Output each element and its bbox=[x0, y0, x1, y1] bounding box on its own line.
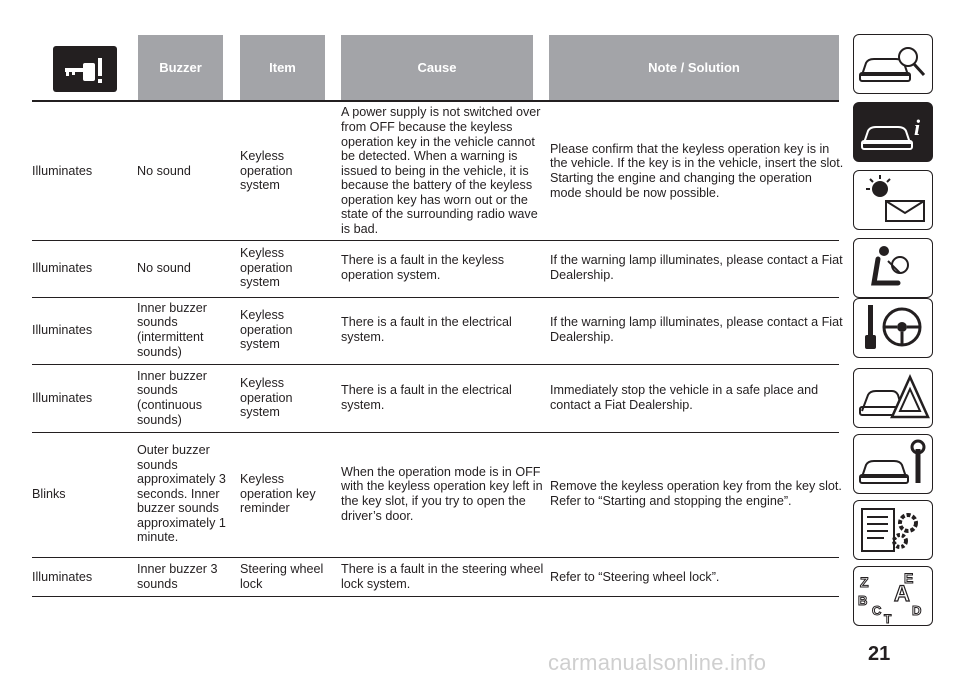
tab-safety[interactable] bbox=[853, 238, 933, 298]
car-wrench-icon bbox=[854, 435, 931, 492]
table-row bbox=[32, 104, 844, 238]
solution-cell: Immediately stop the vehicle in a safe place and contact a Fiat Dealership. bbox=[550, 383, 819, 412]
tab-maintenance[interactable] bbox=[853, 434, 933, 494]
car-info-icon bbox=[854, 103, 931, 160]
solution-cell: Remove the keyless operation key from the key slot. Refer to “Starting and stopping the engine”. bbox=[550, 479, 842, 508]
table-row bbox=[32, 559, 839, 595]
cause-cell: There is a fault in the keyless operation system. bbox=[341, 253, 505, 282]
alphabet-index-icon bbox=[854, 567, 931, 624]
item-cell: Keyless operation system bbox=[240, 376, 293, 420]
warning-cell: Illuminates bbox=[32, 569, 93, 584]
row-divider bbox=[32, 364, 839, 365]
warning-cell: Blinks bbox=[32, 486, 66, 501]
row-divider bbox=[32, 297, 839, 298]
svg-text:B: B bbox=[858, 593, 868, 608]
solution-cell: If the warning lamp illuminates, please contact a Fiat Dealership. bbox=[550, 253, 843, 282]
header-note-solution: Note / Solution bbox=[549, 35, 839, 100]
table-row bbox=[32, 434, 842, 554]
warning-cell: Illuminates bbox=[32, 260, 93, 275]
specs-gears-icon bbox=[854, 501, 931, 558]
header-item: Item bbox=[240, 35, 325, 100]
seat-airbag-icon bbox=[854, 239, 931, 296]
buzzer-cell: No sound bbox=[137, 260, 191, 275]
solution-cell: Refer to “Steering wheel lock”. bbox=[550, 569, 720, 584]
item-cell: Keyless operation system bbox=[240, 308, 293, 352]
item-cell: Steering wheel lock bbox=[240, 562, 324, 591]
tab-technical-specs[interactable] bbox=[853, 500, 933, 560]
row-divider bbox=[32, 557, 839, 558]
svg-text:E: E bbox=[904, 570, 914, 586]
cause-cell: A power supply is not switched over from OFF because the keyless operation key in the vehicle cannot be detected. When a warning is issued to being in the vehicle, it is because the battery of the keyless operation key has worn out or the state of the surrounding radio wave is bad. bbox=[341, 105, 541, 237]
tab-starting-driving[interactable] bbox=[853, 298, 933, 358]
warning-cell: Illuminates bbox=[32, 322, 93, 337]
row-divider bbox=[32, 596, 839, 597]
svg-text:i: i bbox=[914, 115, 921, 140]
warning-cell: Illuminates bbox=[32, 390, 93, 405]
item-cell: Keyless operation key reminder bbox=[240, 472, 316, 516]
table-row bbox=[32, 242, 843, 294]
watermark: carmanualsonline.info bbox=[548, 650, 767, 675]
buzzer-cell: Inner buzzer sounds (intermittent sounds) bbox=[137, 300, 208, 359]
buzzer-cell: No sound bbox=[137, 163, 191, 178]
table-row bbox=[32, 299, 843, 361]
svg-text:A: A bbox=[894, 581, 910, 606]
svg-text:C: C bbox=[872, 603, 882, 618]
tab-emergency[interactable] bbox=[853, 368, 933, 428]
item-cell: Keyless operation system bbox=[240, 246, 293, 290]
header-rule bbox=[32, 100, 839, 102]
svg-text:Z: Z bbox=[860, 574, 869, 590]
tab-car-search[interactable] bbox=[853, 34, 933, 94]
svg-text:T: T bbox=[884, 612, 892, 624]
warning-light-message-icon bbox=[854, 171, 931, 228]
key-steering-wheel-icon bbox=[854, 299, 931, 356]
tab-index[interactable] bbox=[853, 566, 933, 626]
cause-cell: There is a fault in the electrical system. bbox=[341, 383, 512, 412]
cause-cell: When the operation mode is in OFF with the keyless operation key left in the key slot, if you try to open the driver’s door. bbox=[341, 464, 543, 523]
cause-cell: There is a fault in the steering wheel lock system. bbox=[341, 562, 544, 591]
svg-text:D: D bbox=[912, 603, 922, 618]
buzzer-cell: Outer buzzer sounds approximately 3 seconds. Inner buzzer sounds approximately 1 minute. bbox=[137, 442, 226, 545]
car-emergency-triangle-icon bbox=[854, 369, 931, 426]
car-search-icon bbox=[854, 35, 931, 92]
header-cause: Cause bbox=[341, 35, 533, 100]
page-number: 21 bbox=[868, 643, 891, 665]
warning-cell: Illuminates bbox=[32, 163, 93, 178]
tab-car-info[interactable] bbox=[853, 102, 933, 162]
solution-cell: If the warning lamp illuminates, please contact a Fiat Dealership. bbox=[550, 315, 843, 344]
cause-cell: There is a fault in the electrical system. bbox=[341, 315, 512, 344]
key-warning-icon bbox=[53, 46, 117, 92]
item-cell: Keyless operation system bbox=[240, 149, 293, 193]
table-row bbox=[32, 366, 839, 430]
buzzer-cell: Inner buzzer 3 sounds bbox=[137, 562, 218, 591]
header-buzzer: Buzzer bbox=[138, 35, 223, 100]
row-divider bbox=[32, 432, 839, 433]
solution-cell: Please confirm that the keyless operation key is in the vehicle. If the key is in the vehicle, insert the slot. Starting the engine and changing the operation mode should be now possible. bbox=[550, 141, 844, 200]
row-divider bbox=[32, 240, 839, 241]
buzzer-cell: Inner buzzer sounds (continuous sounds) bbox=[137, 368, 208, 427]
tab-warning-lights[interactable] bbox=[853, 170, 933, 230]
